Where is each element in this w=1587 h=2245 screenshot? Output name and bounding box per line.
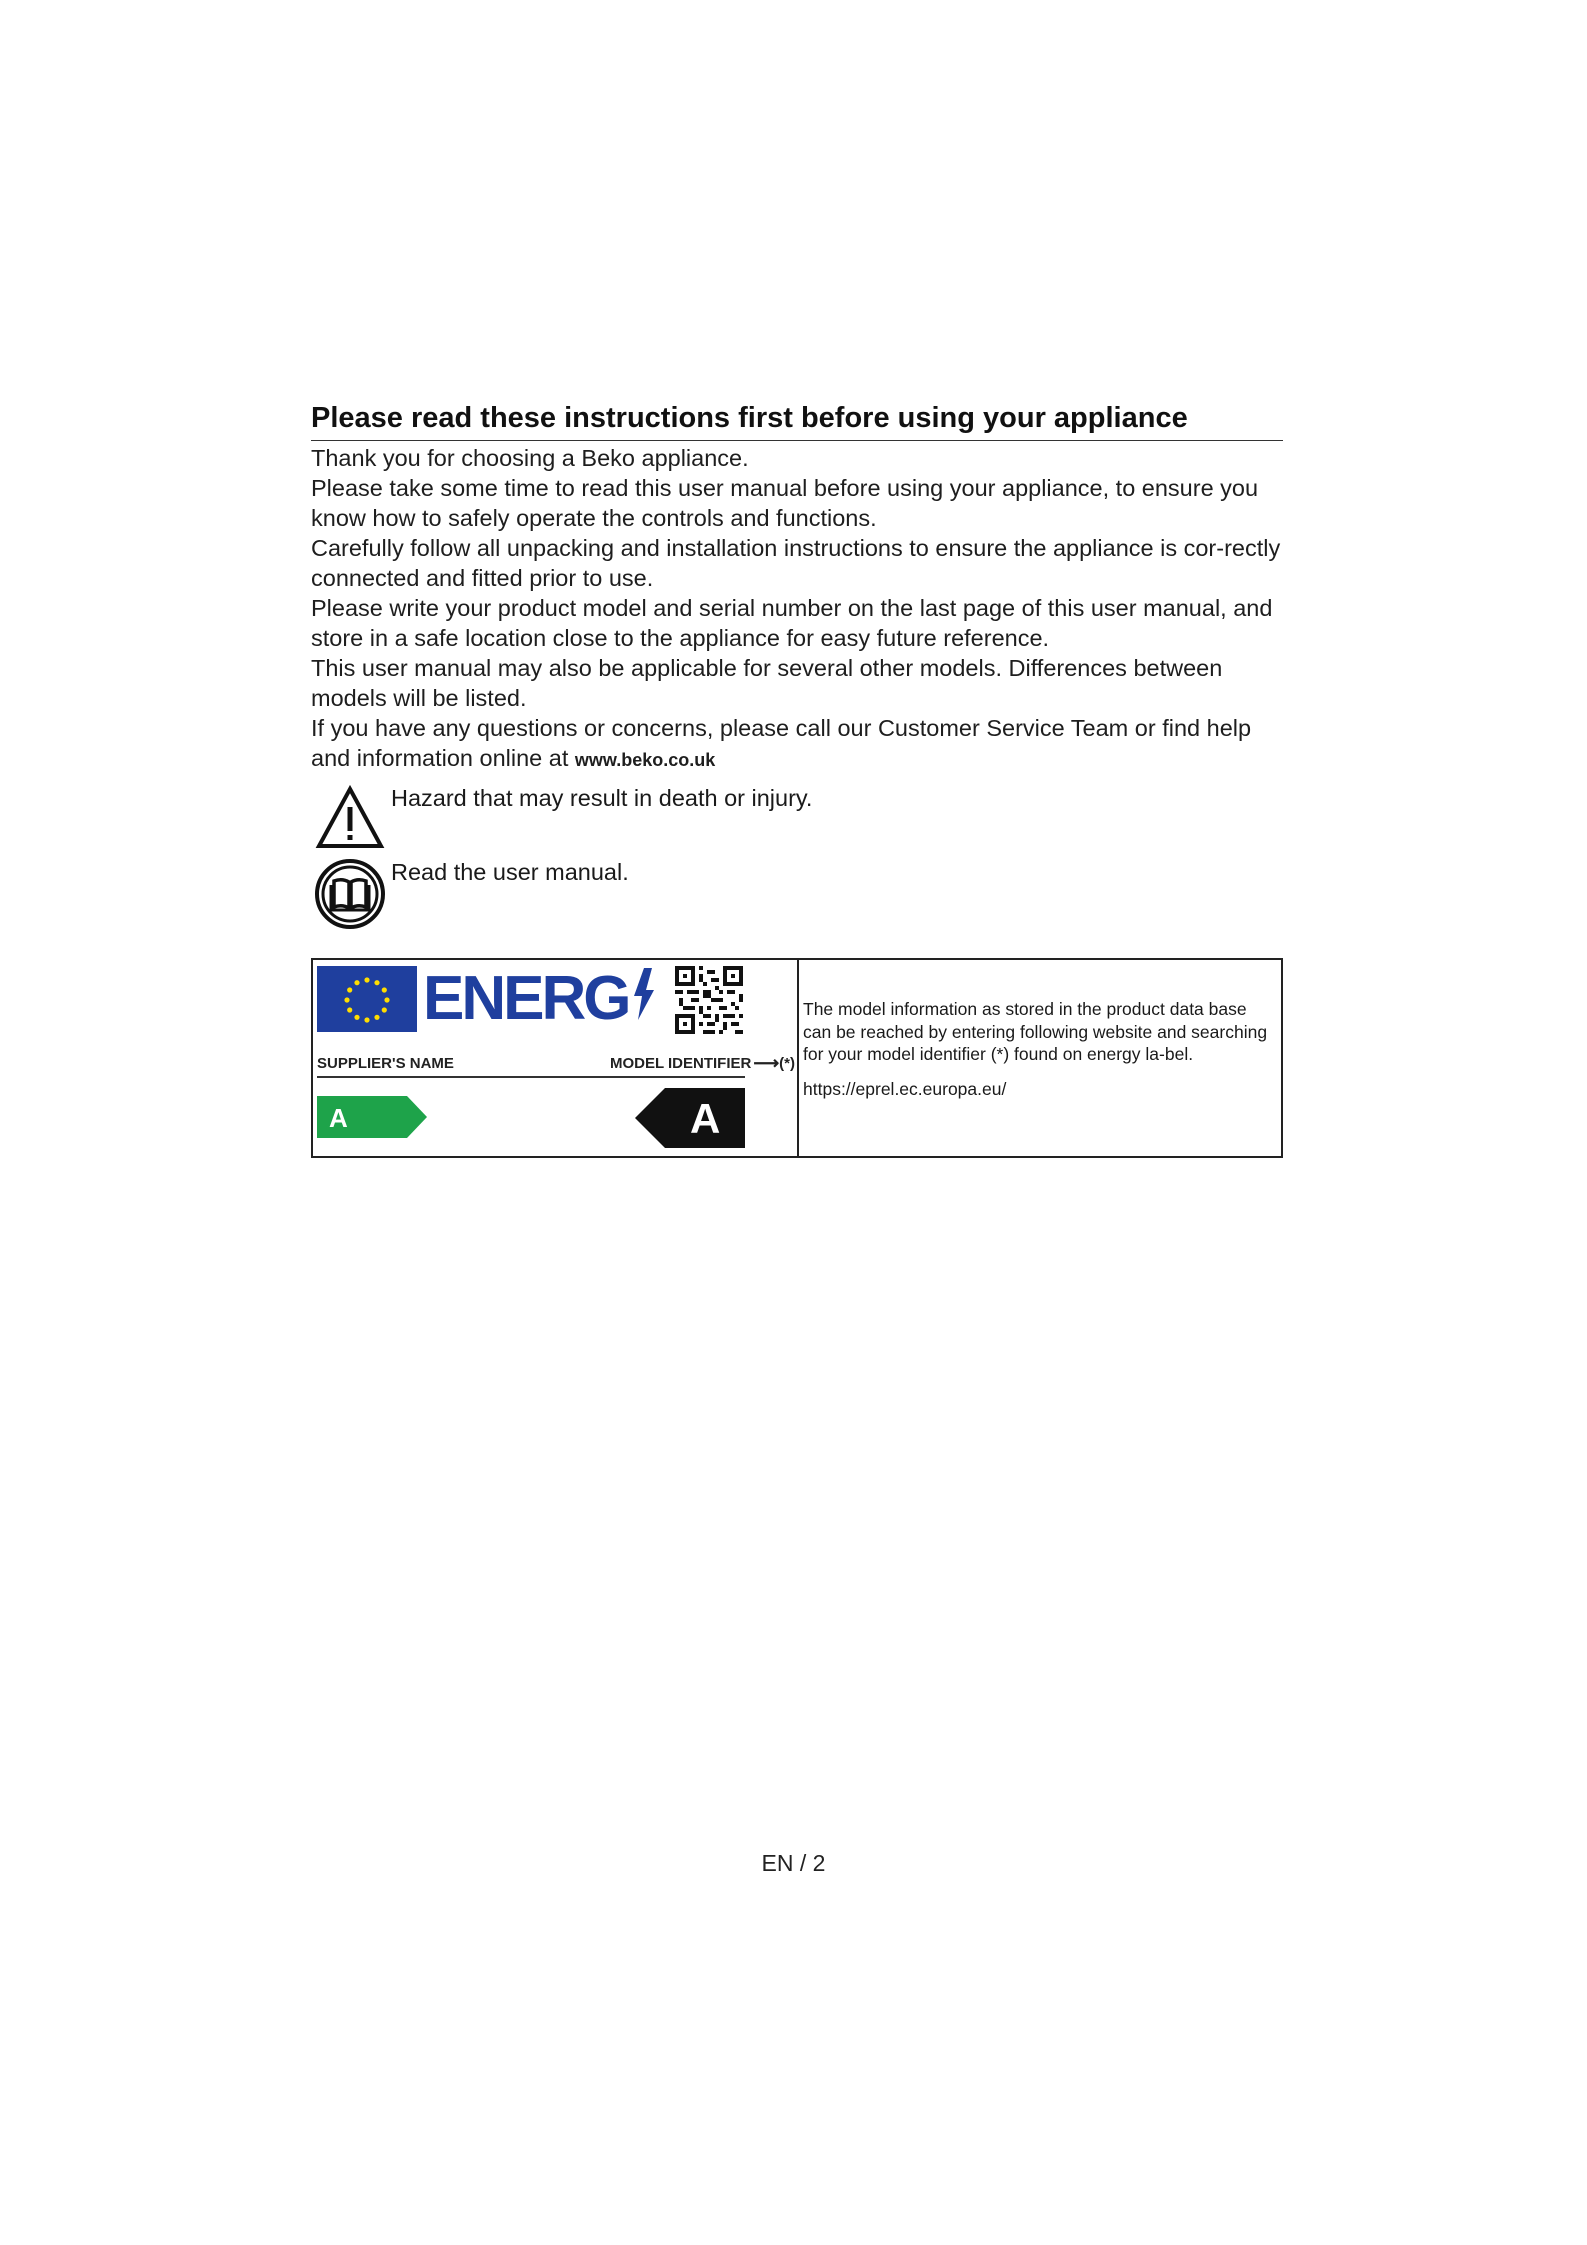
page-number: EN / 2: [761, 1850, 826, 1876]
hazard-text: Hazard that may result in death or injury.: [391, 785, 813, 811]
contact-text: If you have any questions or concerns, please call our Customer Service Team or find help and information online at: [311, 715, 1252, 771]
warning-triangle-icon: [313, 783, 387, 857]
page-heading: Please read these instructions first before using your appliance: [311, 400, 1283, 441]
symbol-hazard: [311, 783, 1283, 857]
model-marker: (*): [779, 1055, 795, 1072]
qr-code-icon: [675, 966, 743, 1034]
energy-class-scale: [317, 1096, 427, 1138]
user-manual-book-icon: [313, 857, 387, 931]
website-link[interactable]: www.beko.co.uk: [574, 750, 716, 770]
arrow-right-icon: ⟶: [753, 1053, 780, 1073]
divider: [317, 1076, 745, 1078]
energy-word: ENERG: [423, 964, 629, 1033]
model-identifier-label: MODEL IDENTIFIER: [609, 1055, 752, 1072]
intro-paragraphs: [311, 443, 1283, 775]
energy-class-indicator: [635, 1088, 745, 1148]
model-identifier: [610, 1053, 795, 1074]
lightning-icon: [630, 962, 656, 1041]
contact-paragraph: [311, 713, 1283, 775]
eu-flag-icon: [317, 966, 417, 1032]
energy-class-scale-letter: A: [329, 1103, 348, 1133]
energy-info: [799, 960, 1281, 1156]
intro-section: [311, 400, 1283, 931]
symbol-manual: [311, 857, 1283, 931]
paragraph: This user manual may also be applicable for several other models. Differences between models will be listed.: [311, 655, 1223, 711]
energy-info-text: The model information as stored in the product data base can be reached by entering following website and searching for your model identifier (*) found on energy la-bel.: [803, 999, 1268, 1064]
eprel-link[interactable]: https://eprel.ec.europa.eu/: [803, 1078, 1007, 1099]
supplier-name-label: SUPPLIER'S NAME: [317, 1055, 454, 1072]
energy-class-indicator-letter: A: [690, 1095, 721, 1142]
manual-text: Read the user manual.: [391, 859, 629, 885]
paragraph: Please take some time to read this user manual before using your appliance, to ensure you know how to safely operate the controls and functions.: [311, 475, 1259, 531]
paragraph: Please write your product model and serial number on the last page of this user manual, and store in a safe location close to the appliance for easy future reference.: [311, 595, 1273, 651]
paragraph: Carefully follow all unpacking and installation instructions to ensure the appliance is cor-rectly connected and fitted prior to use.: [311, 535, 1281, 591]
energy-label-box: [311, 958, 1283, 1158]
paragraph: Thank you for choosing a Beko appliance.: [311, 445, 749, 471]
energy-wordmark: [423, 962, 656, 1041]
energy-label: [313, 960, 799, 1156]
